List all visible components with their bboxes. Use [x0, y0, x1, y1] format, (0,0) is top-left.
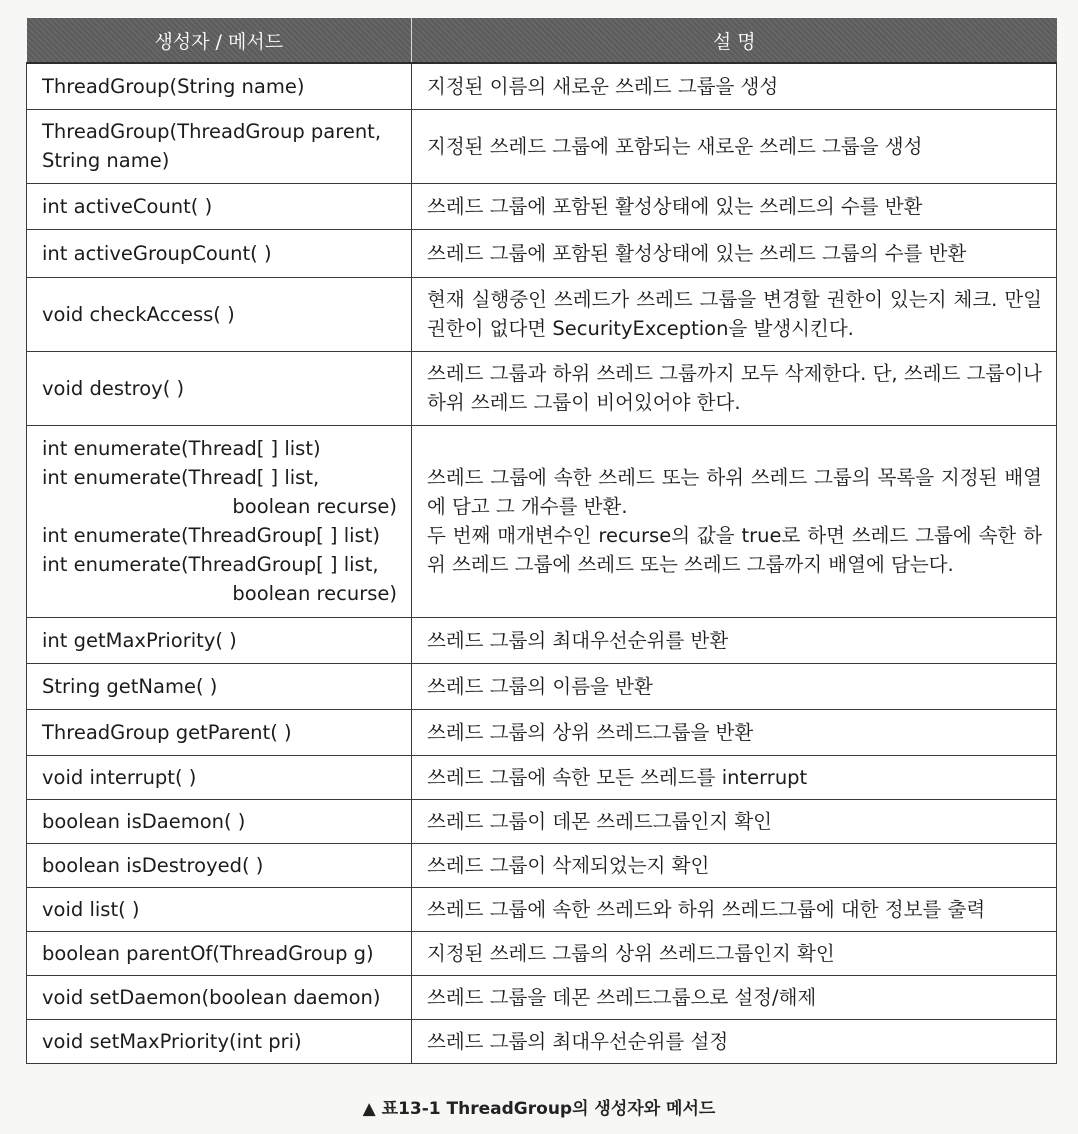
method-line: boolean recurse) [232, 495, 397, 518]
method-cell [27, 63, 412, 109]
description-cell: 쓰레드 그룹이 데몬 쓰레드그룹인지 확인 [412, 799, 1057, 843]
method-line: int getMaxPriority( ) [42, 628, 237, 652]
method-line: void setDaemon(boolean daemon) [42, 985, 381, 1009]
method-cell [27, 109, 412, 183]
method-cell [27, 1019, 412, 1063]
table-row [27, 931, 1057, 975]
method-table-container [26, 18, 1056, 1064]
table-row [27, 887, 1057, 931]
method-line: int activeGroupCount( ) [42, 241, 272, 265]
table-row [27, 975, 1057, 1019]
method-line: void list( ) [42, 897, 140, 921]
table-row [27, 109, 1057, 183]
description-cell: 쓰레드 그룹에 속한 쓰레드와 하위 쓰레드그룹에 대한 정보를 출력 [412, 887, 1057, 931]
method-line: void destroy( ) [42, 376, 185, 400]
description-cell: 쓰레드 그룹을 데몬 쓰레드그룹으로 설정/해제 [412, 975, 1057, 1019]
table-row [27, 351, 1057, 425]
method-line: int enumerate(ThreadGroup[ ] list, [42, 553, 379, 576]
description-paragraph: 두 번째 매개변수인 recurse의 값을 true로 하면 쓰레드 그룹에 속한 하위 쓰레드 그룹에 쓰레드 또는 쓰레드 그룹까지 배열에 담는다. [427, 524, 1042, 576]
method-cell [27, 755, 412, 799]
method-line: ThreadGroup(ThreadGroup parent, [42, 120, 382, 143]
method-line: boolean isDestroyed( ) [42, 853, 264, 877]
method-cell [27, 843, 412, 887]
method-line: void setMaxPriority(int pri) [42, 1029, 302, 1053]
method-cell [27, 617, 412, 663]
description-cell [412, 425, 1057, 617]
table-row [27, 229, 1057, 277]
method-cell [27, 709, 412, 755]
description-cell: 쓰레드 그룹에 포함된 활성상태에 있는 쓰레드의 수를 반환 [412, 183, 1057, 229]
method-line: String name) [42, 149, 170, 172]
table-row [27, 1019, 1057, 1063]
table-header-row [27, 18, 1057, 63]
method-line: int enumerate(ThreadGroup[ ] list) [42, 524, 380, 547]
method-cell [27, 351, 412, 425]
description-cell: 쓰레드 그룹에 속한 모든 쓰레드를 interrupt [412, 755, 1057, 799]
method-line: ThreadGroup getParent( ) [42, 720, 292, 744]
description-cell: 쓰레드 그룹에 포함된 활성상태에 있는 쓰레드 그룹의 수를 반환 [412, 229, 1057, 277]
method-cell [27, 975, 412, 1019]
method-cell [27, 277, 412, 351]
description-cell: 지정된 쓰레드 그룹에 포함되는 새로운 쓰레드 그룹을 생성 [412, 109, 1057, 183]
method-line: boolean isDaemon( ) [42, 809, 246, 833]
method-line: int enumerate(Thread[ ] list, [42, 466, 320, 489]
header-constructor-method: 생성자 / 메서드 [27, 18, 412, 63]
table-row [27, 63, 1057, 109]
table-caption: ▲ 표13-1 ThreadGroup의 생성자와 메서드 [362, 1099, 716, 1119]
description-cell: 지정된 쓰레드 그룹의 상위 쓰레드그룹인지 확인 [412, 931, 1057, 975]
table-row [27, 277, 1057, 351]
description-cell: 쓰레드 그룹의 이름을 반환 [412, 663, 1057, 709]
method-line: int activeCount( ) [42, 194, 213, 218]
table-row [27, 755, 1057, 799]
table-row [27, 425, 1057, 617]
table-row [27, 843, 1057, 887]
description-cell: 쓰레드 그룹이 삭제되었는지 확인 [412, 843, 1057, 887]
table-row [27, 799, 1057, 843]
description-cell: 현재 실행중인 쓰레드가 쓰레드 그룹을 변경할 권한이 있는지 체크. 만일 권한이 없다면 SecurityException을 발생시킨다. [412, 277, 1057, 351]
method-line: String getName( ) [42, 674, 218, 698]
method-cell [27, 183, 412, 229]
method-line: void checkAccess( ) [42, 302, 235, 326]
method-line: int enumerate(Thread[ ] list) [42, 437, 321, 460]
method-line: ThreadGroup(String name) [42, 74, 305, 98]
table-row [27, 709, 1057, 755]
description-paragraph: 쓰레드 그룹에 속한 쓰레드 또는 하위 쓰레드 그룹의 목록을 지정된 배열에 담고 그 개수를 반환. [427, 466, 1042, 518]
table-row [27, 183, 1057, 229]
method-cell [27, 663, 412, 709]
method-cell [27, 799, 412, 843]
description-cell: 쓰레드 그룹의 최대우선순위를 설정 [412, 1019, 1057, 1063]
description-cell: 쓰레드 그룹의 상위 쓰레드그룹을 반환 [412, 709, 1057, 755]
description-cell: 쓰레드 그룹의 최대우선순위를 반환 [412, 617, 1057, 663]
description-cell: 지정된 이름의 새로운 쓰레드 그룹을 생성 [412, 63, 1057, 109]
method-cell [27, 887, 412, 931]
method-table [26, 18, 1057, 1064]
description-cell: 쓰레드 그룹과 하위 쓰레드 그룹까지 모두 삭제한다. 단, 쓰레드 그룹이나 하위 쓰레드 그룹이 비어있어야 한다. [412, 351, 1057, 425]
method-cell [27, 229, 412, 277]
method-line: boolean recurse) [232, 582, 397, 605]
method-line: boolean parentOf(ThreadGroup g) [42, 941, 374, 965]
header-description: 설 명 [412, 18, 1057, 63]
table-row [27, 663, 1057, 709]
table-row [27, 617, 1057, 663]
method-cell [27, 931, 412, 975]
method-line: void interrupt( ) [42, 765, 197, 789]
method-cell [27, 425, 412, 617]
